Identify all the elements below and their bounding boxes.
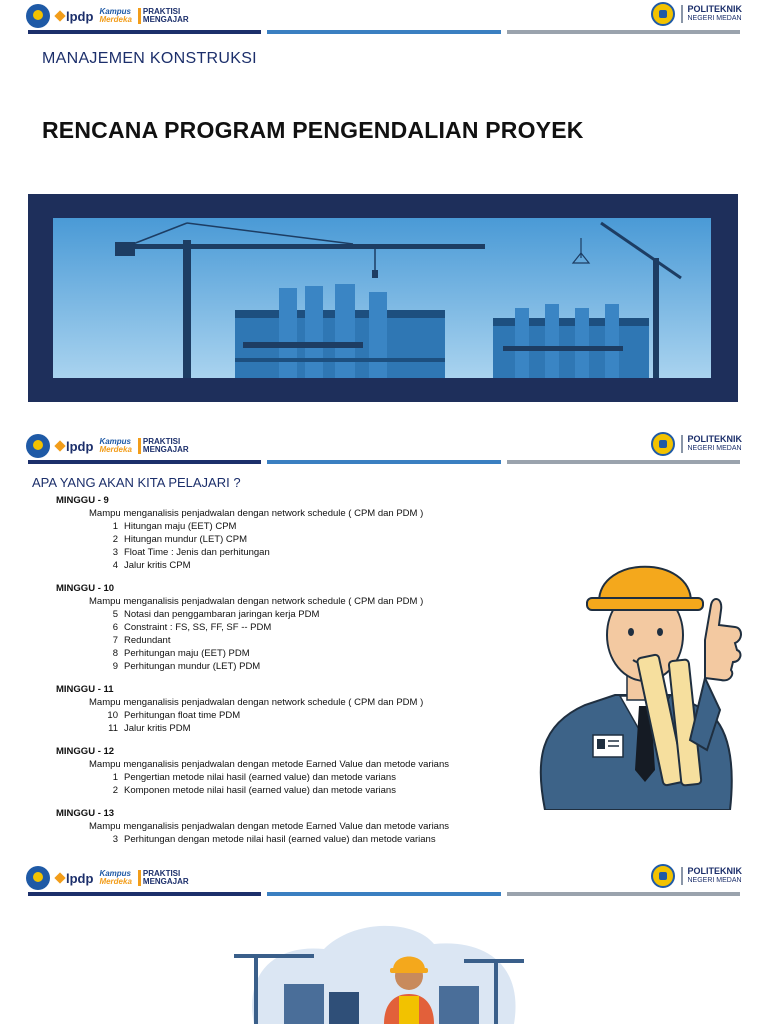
week-block (56, 683, 516, 735)
week-label: MINGGU - 10 (56, 583, 115, 594)
construction-banner (28, 194, 738, 402)
list-item: 3 Float Time : Jenis dan perhitungan (112, 547, 270, 558)
list-item: 11 Jalur kritis PDM (108, 723, 191, 734)
list-item: 2 Komponen metode nilai hasil (earned value) dan metode varians (112, 785, 396, 796)
section-heading: APA YANG AKAN KITA PELAJARI ? (32, 475, 241, 490)
list-item: 3 Perhitungan dengan metode nilai hasil (earned value) dan metode varians (112, 834, 436, 845)
tut-wuri-handayani-logo-icon (26, 434, 50, 458)
partner-logos (26, 433, 189, 459)
week-block (56, 494, 516, 572)
kampus-merdeka-logo: Kampus Merdeka (99, 7, 132, 24)
tut-wuri-handayani-logo-icon (26, 4, 50, 28)
slide-header (0, 0, 768, 40)
polmed-seal-icon (651, 432, 675, 456)
week-block (56, 745, 516, 797)
header-color-bars (28, 460, 740, 464)
tut-wuri-handayani-logo-icon (26, 866, 50, 890)
list-item: 1 Hitungan maju (EET) CPM (112, 521, 237, 532)
course-name: MANAJEMEN KONSTRUKSI (42, 50, 257, 67)
list-item: 7 Redundant (112, 635, 171, 646)
polmed-logo: POLITEKNIK NEGERI MEDAN (651, 864, 742, 888)
polmed-logo: POLITEKNIK NEGERI MEDAN (651, 2, 742, 26)
list-item: 5 Notasi dan penggambaran jaringan kerja PDM (112, 609, 320, 620)
construction-site-image (53, 218, 711, 378)
list-item: 10 Perhitungan float time PDM (107, 710, 241, 721)
list-item: 9 Perhitungan mundur (LET) PDM (112, 661, 261, 672)
week-description: Mampu menganalisis penjadwalan dengan network schedule ( CPM dan PDM ) (89, 508, 424, 519)
list-item: 1 Pengertian metode nilai hasil (earned value) dan metode varians (112, 772, 396, 783)
kampus-merdeka-logo: Kampus Merdeka (99, 869, 132, 886)
week-description: Mampu menganalisis penjadwalan dengan metode Earned Value dan metode varians (89, 759, 450, 770)
page-title: RENCANA PROGRAM PENGENDALIAN PROYEK (42, 117, 584, 143)
list-item: 4 Jalur kritis CPM (112, 560, 191, 571)
list-item: 6 Constraint : FS, SS, FF, SF -- PDM (112, 622, 272, 633)
week-label: MINGGU - 12 (56, 746, 115, 757)
week-block (56, 807, 516, 846)
slide-next (0, 862, 768, 1024)
lpdp-logo: lpdp (56, 439, 93, 454)
partner-logos (26, 865, 189, 891)
engineer-illustration (515, 510, 755, 810)
partner-logos (26, 3, 189, 29)
kampus-merdeka-logo: Kampus Merdeka (99, 437, 132, 454)
syllabus-list (56, 494, 516, 846)
polmed-seal-icon (651, 2, 675, 26)
lpdp-logo: lpdp (56, 871, 93, 886)
week-block (56, 582, 516, 673)
polmed-seal-icon (651, 864, 675, 888)
slide-title (0, 0, 768, 420)
header-color-bars (28, 892, 740, 896)
week-description: Mampu menganalisis penjadwalan dengan network schedule ( CPM dan PDM ) (89, 697, 424, 708)
praktisi-mengajar-logo: PRAKTISI MENGAJAR (138, 438, 189, 454)
week-label: MINGGU - 13 (56, 808, 115, 819)
list-item: 8 Perhitungan maju (EET) PDM (112, 648, 250, 659)
header-color-bars (28, 30, 740, 34)
list-item: 2 Hitungan mundur (LET) CPM (112, 534, 248, 545)
slide-header (0, 430, 768, 470)
week-label: MINGGU - 9 (56, 495, 109, 506)
praktisi-mengajar-logo: PRAKTISI MENGAJAR (138, 870, 189, 886)
praktisi-mengajar-logo: PRAKTISI MENGAJAR (138, 8, 189, 24)
slide-syllabus (0, 430, 768, 862)
polmed-logo: POLITEKNIK NEGERI MEDAN (651, 432, 742, 456)
week-description: Mampu menganalisis penjadwalan dengan network schedule ( CPM dan PDM ) (89, 596, 424, 607)
week-description: Mampu menganalisis penjadwalan dengan metode Earned Value dan metode varians (89, 821, 450, 832)
week-label: MINGGU - 11 (56, 684, 114, 695)
slide-header (0, 862, 768, 902)
lpdp-logo: lpdp (56, 9, 93, 24)
construction-worker-illustration (214, 914, 554, 1024)
